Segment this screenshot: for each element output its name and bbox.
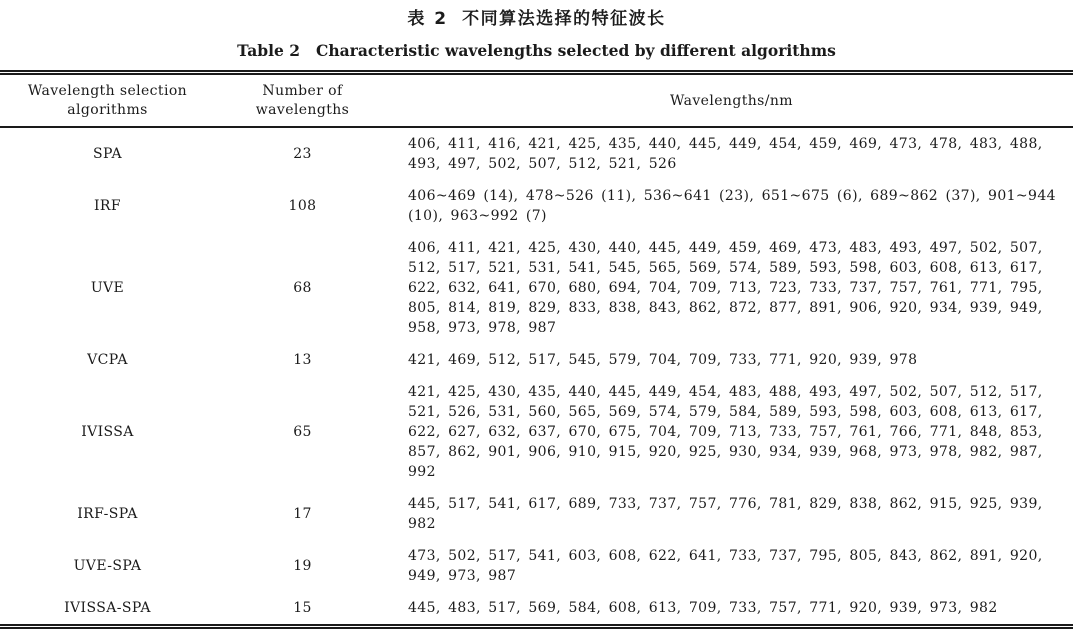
table-caption-en-title: Characteristic wavelengths selected by different algorithms (316, 41, 836, 60)
table-row-ivissa-spa (0, 592, 1073, 627)
algorithm-cell: UVE (90, 280, 125, 296)
table-row-uve-spa (0, 540, 1073, 592)
count-cell: 15 (293, 600, 312, 616)
wavelengths-cell: 421, 425, 430, 435, 440, 445, 449, 454, 483, 488, 493, 497, 502, 507, 512, 517, 521, 526, 531, 560, 565, 569, 574, 579, 584, 589, 593, 598, 603, 608, 613, 617, 622, 627, 632, 637, 670, 675, 704, 709, 713, 733, 757, 761, 766, 771, 848, 853, 857, 862, 901, 906, 910, 915, 920, 925, 930, 934, 939, 968, 973, 978, 982, 987, 992 (408, 384, 1043, 480)
wavelengths-cell: 406, 411, 421, 425, 430, 440, 445, 449, 459, 469, 473, 483, 493, 497, 502, 507, 512, 517, 521, 531, 541, 545, 565, 569, 574, 589, 593, 598, 603, 608, 613, 617, 622, 632, 641, 670, 680, 694, 704, 709, 713, 723, 733, 737, 757, 761, 771, 795, 805, 814, 819, 829, 833, 838, 843, 862, 872, 877, 891, 906, 920, 934, 939, 949, 958, 973, 978, 987 (408, 240, 1043, 336)
table-caption-zh-title: 不同算法选择的特征波长 (462, 9, 666, 29)
wavelengths-cell: 421, 469, 512, 517, 545, 579, 704, 709, 733, 771, 920, 939, 978 (408, 352, 918, 368)
table-row-spa (0, 127, 1073, 180)
count-cell: 23 (293, 146, 312, 162)
algorithm-cell: IVISSA (81, 424, 134, 440)
count-cell: 19 (293, 558, 312, 574)
table-caption-en-label: Table 2 (237, 41, 301, 60)
table-caption-en (0, 40, 1073, 61)
header-wavelengths (390, 73, 1073, 128)
table-row-uve (0, 232, 1073, 344)
table-row-irf (0, 180, 1073, 232)
algorithm-cell: UVE-SPA (73, 558, 142, 574)
algorithm-cell: IRF (94, 198, 121, 214)
wavelength-table (0, 70, 1073, 629)
header-number (215, 73, 390, 128)
count-cell: 13 (293, 352, 312, 368)
header-algorithms (0, 73, 215, 128)
header-row (0, 73, 1073, 128)
table-row-irf-spa (0, 488, 1073, 540)
table-header (0, 73, 1073, 128)
table-row-vcpa (0, 344, 1073, 376)
count-cell: 65 (293, 424, 312, 440)
wavelengths-cell: 406~469 (14), 478~526 (11), 536~641 (23), 651~675 (6), 689~862 (37), 901~944 (10), 963~992 (7) (408, 188, 1056, 224)
wavelengths-cell: 406, 411, 416, 421, 425, 435, 440, 445, 449, 454, 459, 469, 473, 478, 483, 488, 493, 497, 502, 507, 512, 521, 526 (408, 136, 1043, 172)
wavelengths-cell: 473, 502, 517, 541, 603, 608, 622, 641, 733, 737, 795, 805, 843, 862, 891, 920, 949, 973, 987 (408, 548, 1043, 584)
wavelengths-cell: 445, 483, 517, 569, 584, 608, 613, 709, 733, 757, 771, 920, 939, 973, 982 (408, 600, 998, 616)
wavelengths-cell: 445, 517, 541, 617, 689, 733, 737, 757, 776, 781, 829, 838, 862, 915, 925, 939, 982 (408, 496, 1043, 532)
algorithm-cell: IVISSA-SPA (64, 600, 151, 616)
table-caption-zh (0, 7, 1073, 31)
table-row-ivissa (0, 376, 1073, 488)
count-cell: 108 (288, 198, 317, 214)
count-cell: 68 (293, 280, 312, 296)
count-cell: 17 (293, 506, 312, 522)
table-caption-zh-label: 表 2 (407, 9, 449, 29)
header-algorithms-label: Wavelength selection algorithms (27, 83, 188, 118)
algorithm-cell: VCPA (87, 352, 128, 368)
algorithm-cell: IRF-SPA (77, 506, 138, 522)
header-wavelengths-label: Wavelengths/nm (670, 92, 793, 109)
header-number-label: Number of wavelengths (255, 83, 350, 118)
table-body (0, 127, 1073, 627)
algorithm-cell: SPA (92, 146, 123, 162)
